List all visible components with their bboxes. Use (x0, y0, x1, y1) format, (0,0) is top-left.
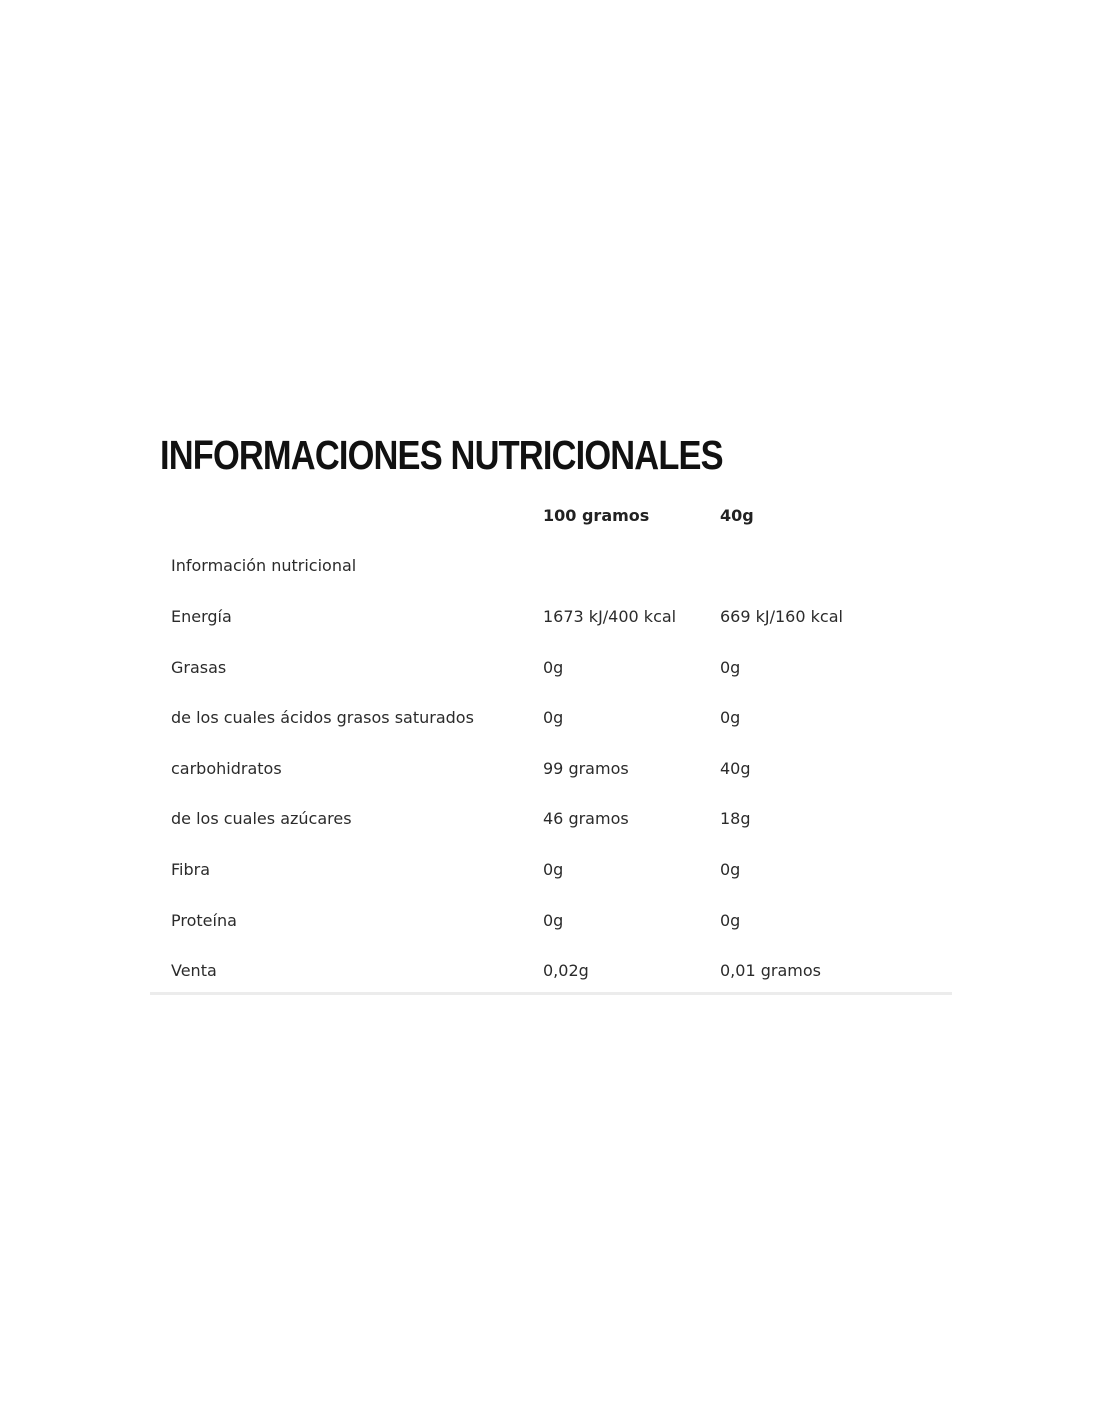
row-label: Fibra (171, 859, 211, 879)
row-label: carbohidratos (171, 758, 282, 778)
nutrition-table (150, 490, 952, 996)
table-row (150, 895, 952, 946)
row-label: Energía (171, 606, 232, 626)
row-value-100g (543, 541, 720, 592)
row-value-100g: 1673 kJ/400 kcal (543, 606, 677, 626)
table-row (150, 743, 952, 794)
table-row (150, 591, 952, 642)
page-title: INFORMACIONES NUTRICIONALES (160, 432, 723, 478)
row-value-100g: 0g (543, 910, 564, 930)
row-value-100g: 0g (543, 657, 564, 677)
column-header-label (150, 490, 543, 541)
nutrition-panel (150, 425, 952, 995)
table-row (150, 794, 952, 845)
row-value-40g: 0,01 gramos (720, 961, 821, 981)
row-value-40g: 0g (720, 708, 741, 728)
row-value-100g: 0,02g (543, 961, 589, 981)
column-header-40g: 40g (720, 505, 754, 525)
row-label: Proteína (171, 910, 237, 930)
row-value-40g: 0g (720, 910, 741, 930)
row-label: Venta (171, 961, 217, 981)
table-row (150, 945, 952, 996)
row-value-100g: 99 gramos (543, 758, 629, 778)
row-label: de los cuales azúcares (171, 809, 352, 829)
row-value-100g: 46 gramos (543, 809, 629, 829)
table-row (150, 642, 952, 693)
row-value-100g: 0g (543, 708, 564, 728)
row-value-40g: 18g (720, 809, 751, 829)
row-value-100g: 0g (543, 859, 564, 879)
row-value-40g: 40g (720, 758, 751, 778)
table-row (150, 541, 952, 592)
table-row (150, 692, 952, 743)
column-header-100g: 100 gramos (543, 505, 650, 525)
table-row (150, 844, 952, 895)
row-value-40g: 0g (720, 657, 741, 677)
table-bottom-divider (150, 992, 952, 995)
row-label: de los cuales ácidos grasos saturados (171, 708, 474, 728)
row-label: Grasas (171, 657, 227, 677)
row-label: Información nutricional (171, 556, 357, 576)
row-value-40g: 0g (720, 859, 741, 879)
row-value-40g (720, 541, 952, 592)
table-header-row (150, 490, 952, 541)
row-value-40g: 669 kJ/160 kcal (720, 606, 843, 626)
